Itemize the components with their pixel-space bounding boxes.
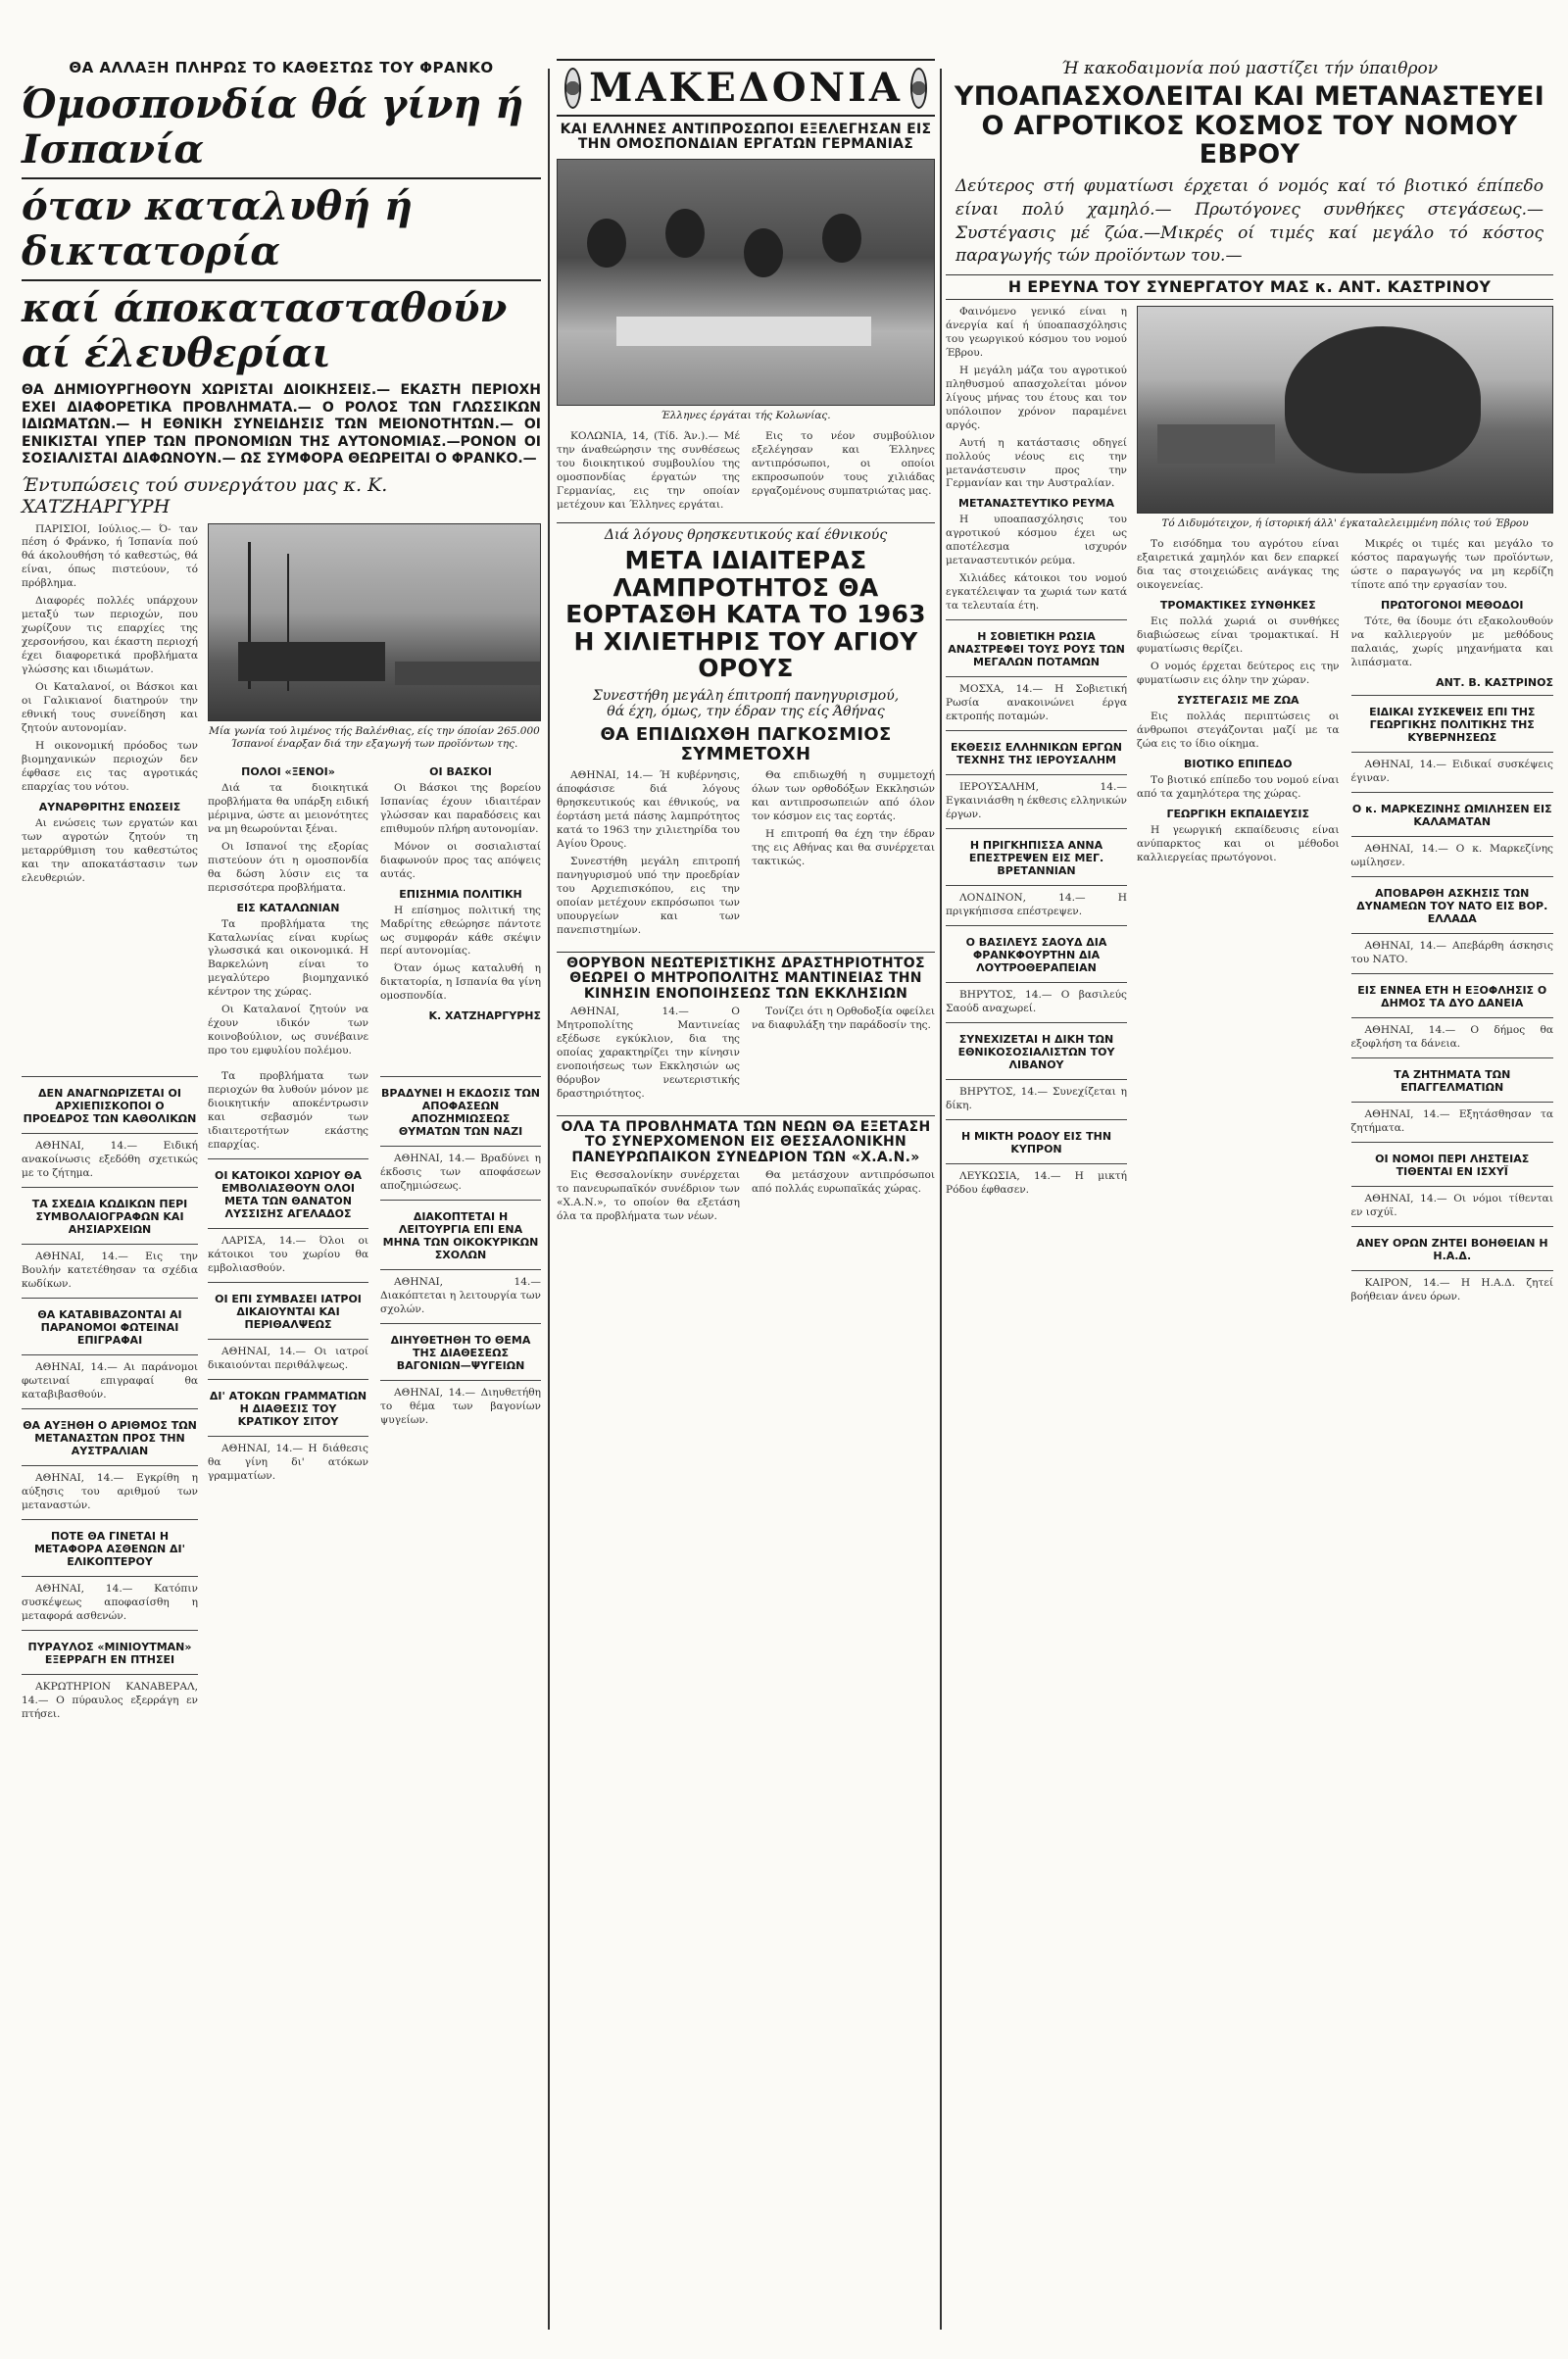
news-item bbox=[208, 1282, 368, 1340]
news-title: ΟΙ ΕΠΙ ΣΥΜΒΑΣΕΙ ΙΑΤΡΟΙ ΔΙΚΑΙΟΥΝΤΑΙ ΚΑΙ ΠΕΡΙΘΑΛΨΕΩΣ bbox=[215, 1292, 362, 1331]
masthead-title: ΜΑΚΕΔΟΝΙΑ bbox=[589, 65, 903, 111]
center-deck-1: Συνεστήθη μεγάλη έπιτροπή πανηγυρισμού, bbox=[592, 687, 900, 704]
article-body bbox=[22, 1140, 198, 1181]
article-body bbox=[557, 1169, 740, 1228]
article-body bbox=[208, 1443, 368, 1484]
news-title: ΑΝΕΥ ΟΡΩΝ ΖΗΤΕΙ ΒΟΗΘΕΙΑΝ Η Η.Α.Δ. bbox=[1355, 1236, 1548, 1262]
article-body bbox=[1137, 711, 1340, 752]
article-paragraph: ΒΗΡΥΤΟΣ, 14.— Ο βασιλεύς Σαούδ αναχωρεί. bbox=[946, 988, 1127, 1014]
left-headline-2: όταν καταλυθή ή δικτατορία bbox=[22, 183, 414, 274]
article-paragraph: Η επιτροπή θα έχη την έδραν της εις Αθήνας και θα συνέρχεται τακτικώς. bbox=[752, 828, 935, 868]
article-body bbox=[946, 781, 1127, 822]
article-body bbox=[752, 1006, 935, 1106]
news-item bbox=[946, 925, 1127, 983]
article-paragraph: ΑΘΗΝΑΙ, 14.— Εγκρίθη η αύξησις του αριθμού των μεταναστών. bbox=[22, 1471, 198, 1511]
article-paragraph: Τα προβλήματα της Καταλωνίας είναι κυρίως γλωσσικά και οικονομικά. Η Βαρκελώνη είναι το μεγαλύτερο βιομηχανικό κέντρον της χώρας. bbox=[208, 917, 368, 999]
article-paragraph: ΑΘΗΝΑΙ, 14.— Βραδύνει η έκδοσις των αποφάσεων αποζημιώσεως. bbox=[380, 1153, 541, 1193]
article-paragraph: Χιλιάδες κάτοικοι του νομού εγκατέλειψαν τα χωριά των κατά τα τελευταία έτη. bbox=[946, 572, 1127, 613]
article-body bbox=[557, 769, 740, 942]
center-kicker: Διά λόγους θρησκευτικούς καί έθνικούς bbox=[557, 522, 935, 543]
article-body bbox=[1137, 824, 1340, 865]
column-divider bbox=[548, 69, 550, 2330]
article-paragraph: Η υποαπασχόλησις του αγροτικού κόσμου έχει ως αποτέλεσμα ισχυρόν μεταναστευτικόν ρεύμα. bbox=[946, 514, 1127, 567]
article-paragraph: ΚΑΙΡΟΝ, 14.— Η Η.Α.Δ. ζητεί βοήθειαν άνευ όρων. bbox=[1350, 1276, 1553, 1302]
news-item bbox=[208, 1158, 368, 1229]
harbor-caption: Μία γωνία τού λιμένος τής Βαλένθιας, είς την όποίαν 265.000 Ίσπανοί έναρξαν διά την εξαγωγή των προϊόντων της. bbox=[209, 724, 540, 751]
news-title: Η ΜΙΚΤΗ ΡΟΔΟΥ ΕΙΣ ΤΗΝ ΚΥΠΡΟΝ bbox=[960, 1129, 1112, 1155]
news-title: ΒΡΑΔΥΝΕΙ Η ΕΚΔΟΣΙΣ ΤΩΝ ΑΠΟΦΑΣΕΩΝ ΑΠΟΖΗΜΙΩΣΕΩΣ ΘΥΜΑΤΩΝ ΤΩΝ ΝΑΖΙ bbox=[380, 1087, 541, 1139]
article-body bbox=[22, 1472, 198, 1513]
news-title: ΣΥΝΕΧΙΖΕΤΑΙ Η ΔΙΚΗ ΤΩΝ ΕΘΝΙΚΟΣΟΣΙΑΛΙΣΤΩΝ ΤΟΥ ΛΙΒΑΝΟΥ bbox=[957, 1032, 1115, 1071]
didymoteicho-photo bbox=[1137, 306, 1553, 514]
news-title: ΔΙ' ΑΤΟΚΩΝ ΓΡΑΜΜΑΤΙΩΝ Η ΔΙΑΘΕΣΙΣ ΤΟΥ ΚΡΑΤΙΚΟΥ ΣΙΤΟΥ bbox=[209, 1389, 368, 1428]
article-paragraph: ΙΕΡΟΥΣΑΛΗΜ, 14.— Εγκαινιάσθη η έκθεσις ελληνικών έργων. bbox=[946, 781, 1127, 821]
news-title: ΟΙ ΚΑΤΟΙΚΟΙ ΧΩΡΙΟΥ ΘΑ ΕΜΒΟΛΙΑΣΘΟΥΝ ΟΛΟΙ ΜΕΤΑ ΤΩΝ ΘΑΝΑΤΟΝ ΛΥΣΣΙΣΗΣ ΑΓΕΛΑΔΟΣ bbox=[214, 1169, 363, 1221]
article-body bbox=[380, 905, 541, 1005]
article-body bbox=[946, 1170, 1127, 1198]
news-item bbox=[1351, 1057, 1554, 1103]
article-paragraph: ΑΘΗΝΑΙ, 14.— Ο δήμος θα εξοφλήση τα δάνεια. bbox=[1350, 1024, 1553, 1051]
news-title: ΔΙΗΥΘΕΤΗΘΗ ΤΟ ΘΕΜΑ ΤΗΣ ΔΙΑΘΕΣΕΩΣ ΒΑΓΟΝΙΩΝ—ΨΥΓΕΙΩΝ bbox=[390, 1334, 531, 1373]
news-item bbox=[946, 1022, 1127, 1080]
article-body bbox=[380, 1387, 541, 1428]
center-athens-dateline: ΑΘΗΝΑΙ, 14.— Ή κυβέρνησις, άποφάσισε διά λόγους θρησκευτικούς και έθνικούς, να έορτάση μετά πάσης λαμπρότητος κατά το 1963 την χιλιετηρίδα του Αγίου Όρους. bbox=[557, 769, 740, 851]
article-paragraph: ΑΘΗΝΑΙ, 14.— Ειδική ανακοίνωσις εξεδόθη σχετικώς με το ζήτημα. bbox=[22, 1140, 198, 1180]
news-title: ΔΕΝ ΑΝΑΓΝΩΡΙΖΕΤΑΙ ΟΙ ΑΡΧΙΕΠΙΣΚΟΠΟΙ Ο ΠΡΟΕΔΡΟΣ ΤΩΝ ΚΑΘΟΛΙΚΩΝ bbox=[23, 1087, 197, 1126]
article-body bbox=[752, 769, 935, 942]
article-paragraph: Οι Καταλανοί ζητούν να έχουν ιδικόν των κοινοβούλιον, ως συνέβαινε προ του εμφυλίου πολέμου. bbox=[208, 1004, 368, 1057]
article-body bbox=[1351, 940, 1554, 967]
right-headline: ΥΠΟΑΠΑΣΧΟΛΕΙΤΑΙ ΚΑΙ ΜΕΤΑΝΑΣΤΕΥΕΙ Ο ΑΓΡΟΤΙΚΟΣ ΚΟΣΜΟΣ ΤΟΥ ΝΟΜΟΥ ΕΒΡΟΥ bbox=[954, 81, 1545, 171]
article-paragraph: Μόνον οι σοσιαλισταί διαφωνούν προς τας απόψεις αυτάς. bbox=[380, 840, 541, 880]
article-body bbox=[380, 1276, 541, 1317]
article-paragraph: Θα επιδιωχθή η συμμετοχή όλων των ορθοδόξων Εκκλησιών και αντιπροσωπειών από όλον τον κόσμον εις τας εορτάς. bbox=[752, 769, 935, 823]
article-body bbox=[557, 430, 740, 516]
emblem-icon bbox=[564, 68, 581, 109]
article-paragraph: Εις πολλάς περιπτώσεις οι άνθρωποι στεγάζονται μαζί με τα ζώα εις το ίδιο οίκημα. bbox=[1137, 711, 1340, 751]
article-paragraph: ΛΟΝΔΙΝΟΝ, 14.— Η πριγκήπισσα επέστρεψεν. bbox=[946, 892, 1127, 917]
harbor-photo bbox=[208, 523, 541, 721]
center-top-headline: ΚΑΙ ΕΛΛΗΝΕΣ ΑΝΤΙΠΡΟΣΩΠΟΙ ΕΞΕΛΕΓΗΣΑΝ ΕΙΣ ΤΗΝ ΟΜΟΣΠΟΝΔΙΑΝ ΕΡΓΑΤΩΝ ΓΕΡΜΑΝΙΑΣ bbox=[560, 122, 932, 153]
article-paragraph: ΛΑΡΙΣΑ, 14.— Όλοι οι κάτοικοι του χωρίου θα εμβολιασθούν. bbox=[208, 1235, 368, 1274]
article-body bbox=[1137, 538, 1340, 593]
center-dateline: ΚΟΛΩΝΙΑ, 14, (Τίδ. Άν.).— Μέ την άναθεώρησιν της συνθέσεως του διοικητικού συμβουλίου της ομοσπονδίας έργατών της Γερμανίας, εις την οποίαν μετέχουν και Έλληνες εργάται. bbox=[557, 430, 740, 512]
article-body bbox=[752, 1169, 935, 1228]
news-title: ΘΑ ΚΑΤΑΒΙΒΑΖΟΝΤΑΙ ΑΙ ΠΑΡΑΝΟΜΟΙ ΦΩΤΕΙΝΑΙ ΕΠΙΓΡΑΦΑΙ bbox=[37, 1308, 182, 1348]
article-paragraph: ΑΚΡΩΤΗΡΙΟΝ ΚΑΝΑΒΕΡΑΛ, 14.— Ο πύραυλος εξερράγη εν πτήσει. bbox=[22, 1680, 198, 1720]
article-body bbox=[22, 1681, 198, 1722]
news-item bbox=[946, 1119, 1127, 1164]
left-deck: ΘΑ ΔΗΜΙΟΥΡΓΗΘΟΥΝ ΧΩΡΙΣΤΑΙ ΔΙΟΙΚΗΣΕΙΣ.— ΕΚΑΣΤΗ ΠΕΡΙΟΧΗ ΕΧΕΙ ΔΙΑΦΟΡΕΤΙΚΑ ΠΡΟΒΛΗΜΑΤΑ.— Ο ΡΟΛΟΣ ΤΩΝ ΓΛΩΣΣΙΚΩΝ ΙΔΙΩΜΑΤΩΝ.— Η ΕΘΝΙΚΗ ΣΥΝΕΙΔΗΣΙΣ ΤΩΝ ΜΕΙΟΝΟΤΗΤΩΝ.— ΟΙ ΕΝΙΚΙΣΤΑΙ ΥΠΕΡ ΤΩΝ ΠΡΟΝΟΜΙΩΝ ΤΗΣ ΑΥΤΟΝΟΜΙΑΣ.—ΡΟΝΟΝ ΟΙ ΣΟΣΙΑΛΙΣΤΑΙ ΔΙΑΦΩΝΟΥΝ.— ΩΣ ΣΥΜΦΟΡΑ ΘΕΩΡΕΙΤΑΙ Ο ΦΡΑΝΚΟ.— bbox=[22, 382, 541, 467]
article-paragraph: ΑΘΗΝΑΙ, 14.— Οι ιατροί δικαιούνται περιθάλψεως. bbox=[208, 1345, 368, 1371]
article-paragraph: Εις το νέον συμβούλιον εξελέγησαν και Έλληνες αντιπρόσωποι, οι οποίοι εκπροσωπούν τους χιλιάδας εργαζομένους συμπατριώτας μας. bbox=[752, 430, 935, 498]
section-heading: ΣΥΣΤΕΓΑΣΙΣ ΜΕ ΖΩΑ bbox=[1176, 694, 1299, 708]
article-body bbox=[22, 523, 198, 795]
article-body bbox=[946, 989, 1127, 1016]
workers-photo bbox=[557, 159, 935, 406]
news-item bbox=[22, 1187, 198, 1245]
article-paragraph: ΑΘΗΝΑΙ, 14.— Οι νόμοι τίθενται εν ισχύϊ. bbox=[1350, 1192, 1553, 1218]
article-paragraph: ΛΕΥΚΩΣΙΑ, 14.— Η μικτή Ρόδου έφθασεν. bbox=[946, 1169, 1127, 1196]
workers-caption: Έλληνες έργάται τής Κολωνίας. bbox=[661, 409, 831, 421]
center-headline-2: ΘΑ ΕΠΙΔΙΩΧΘΗ ΠΑΓΚΟΣΜΙΟΣ ΣΥΜΜΕΤΟΧΗ bbox=[600, 723, 892, 764]
right-signature: ΑΝΤ. Β. ΚΑΣΤΡΙΝΟΣ bbox=[1436, 676, 1553, 690]
article-body bbox=[22, 1583, 198, 1624]
section-heading: ΟΙ ΒΑΣΚΟΙ bbox=[429, 764, 492, 778]
article-body bbox=[22, 1361, 198, 1402]
article-paragraph: Το βιοτικό επίπεδο του νομού είναι από τα χαμηλότερα της χώρας. bbox=[1137, 774, 1340, 801]
right-kicker: Ή κακοδαιμονία πού μαστίζει τήν ύπαιθρον bbox=[1060, 59, 1439, 78]
article-body bbox=[1351, 1024, 1554, 1052]
article-paragraph: ΑΘΗΝΑΙ, 14.— Απεβάρθη άσκησις του ΝΑΤΟ. bbox=[1350, 940, 1553, 966]
news-item bbox=[946, 619, 1127, 677]
news-item bbox=[1351, 1226, 1554, 1271]
article-paragraph: Η γεωργική εκπαίδευσις είναι ανύπαρκτος και οι μέθοδοι καλλιεργείας πρωτόγονοι. bbox=[1137, 824, 1340, 863]
article-paragraph: ΑΘΗΝΑΙ, 14.— Εις την Βουλήν κατετέθησαν τα σχέδια κωδίκων. bbox=[22, 1251, 198, 1291]
divider bbox=[22, 177, 541, 179]
section-heading: ΕΠΙΣΗΜΙΑ ΠΟΛΙΤΙΚΗ bbox=[399, 887, 522, 901]
news-title: Ο ΒΑΣΙΛΕΥΣ ΣΑΟΥΔ ΔΙΑ ΦΡΑΝΚΦΟΥΡΤΗΝ ΔΙΑ ΛΟΥΤΡΟΘΕΡΑΠΕΙΑΝ bbox=[965, 935, 1107, 974]
article-body bbox=[208, 1070, 368, 1153]
masthead bbox=[557, 59, 935, 117]
news-title: ΤΑ ΣΧΕΔΙΑ ΚΩΔΙΚΩΝ ΠΕΡΙ ΣΥΜΒΟΛΑΙΟΓΡΑΦΩΝ ΚΑΙ ΑΗΣΙΑΡΧΕΙΩΝ bbox=[31, 1198, 188, 1237]
article-paragraph: ΑΘΗΝΑΙ, 14.— Η διάθεσις θα γίνη δι' ατόκων γραμματίων. bbox=[208, 1442, 368, 1482]
article-paragraph: Η επίσημος πολιτική της Μαδρίτης εθεώρησε πάντοτε ως συμφοράν κάθε σκέψιν περί αυτονομίας. bbox=[380, 904, 541, 958]
center-thorybos-headline: ΘΟΡΥΒΟΝ ΝΕΩΤΕΡΙΣΤΙΚΗΣ ΔΡΑΣΤΗΡΙΟΤΗΤΟΣ ΘΕΩΡΕΙ Ο ΜΗΤΡΟΠΟΛΙΤΗΣ ΜΑΝΤΙΝΕΙΑΣ ΤΗΝ ΚΙΝΗΣΙΝ ΕΝΟΠΟΙΗΣΕΩΣ ΤΩΝ ΕΚΚΛΗΣΙΩΝ bbox=[557, 952, 935, 1002]
emblem-icon bbox=[910, 68, 927, 109]
article-paragraph: Τότε, θα ίδουμε ότι εξακολουθούν να καλλιεργούν με μεθόδους παλαιάς, χωρίς μηχανήματα και λιπάσματα. bbox=[1350, 615, 1553, 669]
news-title: ΘΑ ΑΥΞΗΘΗ Ο ΑΡΙΘΜΟΣ ΤΩΝ ΜΕΤΑΝΑΣΤΩΝ ΠΡΟΣ ΤΗΝ ΑΥΣΤΡΑΛΙΑΝ bbox=[23, 1418, 197, 1457]
article-paragraph: Τα προβλήματα των περιοχών θα λυθούν μόνον με διοικητικήν αποκέντρωσιν και σεβασμόν των ιδιαιτεροτήτων εκάστης επαρχίας. bbox=[208, 1070, 368, 1152]
news-item bbox=[22, 1630, 198, 1675]
article-body bbox=[380, 782, 541, 882]
article-paragraph: Οι Βάσκοι της βορείου Ισπανίας έχουν ιδιαιτέραν γλώσσαν και παραδόσεις και επιθυμούν πλήρη αυτονομίαν. bbox=[380, 781, 541, 835]
article-body bbox=[208, 1235, 368, 1276]
right-byline: Η ΕΡΕΥΝΑ ΤΟΥ ΣΥΝΕΡΓΑΤΟΥ ΜΑΣ κ. ΑΝΤ. ΚΑΣΤΡΙΝΟΥ bbox=[946, 274, 1553, 300]
news-title: ΟΙ ΝΟΜΟΙ ΠΕΡΙ ΛΗΣΤΕΙΑΣ ΤΙΘΕΝΤΑΙ ΕΝ ΙΣΧΥΪ bbox=[1375, 1152, 1530, 1178]
news-item bbox=[380, 1323, 541, 1381]
article-paragraph: ΑΘΗΝΑΙ, 14.— Ειδικαί συσκέψεις έγιναν. bbox=[1350, 759, 1553, 785]
article-body bbox=[22, 817, 198, 886]
section-heading: ΠΟΛΟΙ «ΞΕΝΟΙ» bbox=[241, 764, 335, 778]
news-item bbox=[1351, 695, 1554, 753]
didymoteicho-caption: Τό Διδυμότειχον, ή ίστορική άλλ' έγκαταλελειμμένη πόλις τού Έβρου bbox=[1161, 516, 1529, 529]
news-title: ΤΑ ΖΗΤΗΜΑΤΑ ΤΩΝ ΕΠΑΓΓΕΛΜΑΤΙΩΝ bbox=[1394, 1067, 1511, 1094]
news-item bbox=[208, 1379, 368, 1437]
section-heading: ΓΕΩΡΓΙΚΗ ΕΚΠΑΙΔΕΥΣΙΣ bbox=[1166, 808, 1310, 821]
article-body bbox=[1351, 843, 1554, 870]
article-paragraph: Μικρές οι τιμές και μεγάλο το κόστος παραγωγής των προϊόντων, ώστε ο παραγωγός να μη κερδίζη τίποτε από την εργασίαν του. bbox=[1350, 538, 1553, 592]
article-paragraph: Εις πολλά χωριά οι συνθήκες διαβιώσεως είναι τρομακτικαί. Η φυματίωσις θερίζει. bbox=[1137, 615, 1340, 656]
article-paragraph: Συνεστήθη μεγάλη επιτροπή πανηγυρισμού υπό την προεδρίαν του Αρχιεπισκόπου, εις την οποίαν μετέχουν εκπρόσωποι των υπουργείων και των πανεπιστημίων. bbox=[557, 856, 740, 936]
news-title: Η ΠΡΙΓΚΗΠΙΣΣΑ ΑΝΝΑ ΕΠΕΣΤΡΕΨΕΝ ΕΙΣ ΜΕΓ. ΒΡΕΤΑΝΝΙΑΝ bbox=[968, 839, 1104, 878]
news-title: Η ΣΟΒΙΕΤΙΚΗ ΡΩΣΙΑ ΑΝΑΣΤΡΕΦΕΙ ΤΟΥΣ ΡΟΥΣ ΤΩΝ ΜΕΓΑΛΩΝ ΠΟΤΑΜΩΝ bbox=[948, 630, 1125, 669]
news-item bbox=[1351, 973, 1554, 1018]
article-body bbox=[22, 1251, 198, 1292]
left-dateline: ΠΑΡΙΣΙΟΙ, Ιούλιος.— Ό- ταν πέση ό Φράνκο, ή Ίσπανία πού θά άκολουθήση τό καθεστώς, θά είναι, όπως πιστεύουν, τό πρόβλημα. bbox=[22, 522, 198, 590]
news-item bbox=[22, 1519, 198, 1577]
news-title: ΑΠΟΒΑΡΘΗ ΑΣΚΗΣΙΣ ΤΩΝ ΔΥΝΑΜΕΩΝ ΤΟΥ ΝΑΤΟ ΕΙΣ ΒΟΡ. ΕΛΛΑΔΑ bbox=[1356, 887, 1548, 926]
news-title: ΠΟΤΕ ΘΑ ΓΙΝΕΤΑΙ Η ΜΕΤΑΦΟΡΑ ΑΣΘΕΝΩΝ ΔΙ' ΕΛΙΚΟΠΤΕΡΟΥ bbox=[33, 1529, 186, 1568]
article-body bbox=[1137, 615, 1340, 688]
news-item bbox=[1351, 876, 1554, 934]
article-paragraph: ΑΘΗΝΑΙ, 14.— Κατόπιν συσκέψεως αποφασίσθη η μεταφορά ασθενών. bbox=[22, 1582, 198, 1622]
article-paragraph: Η οικονομική πρόοδος των βιομηχανικών περιοχών δεν έφθασε εις τας αγροτικάς επαρχίας του νότου. bbox=[22, 740, 198, 793]
article-paragraph: Όταν όμως καταλυθή η δικτατορία, η Ισπανία θα γίνη ομοσπονδία. bbox=[380, 962, 541, 1003]
news-item bbox=[380, 1076, 541, 1147]
article-paragraph: Αυτή η κατάστασις οδηγεί πολλούς νέους εις την μετανάστευσιν προς την Γερμανίαν και την Αυστραλίαν. bbox=[946, 436, 1127, 490]
article-paragraph: ΑΘΗΝΑΙ, 14.— Αι παράνομοι φωτειναί επιγραφαί θα καταβιβασθούν. bbox=[22, 1361, 198, 1401]
news-item bbox=[22, 1408, 198, 1466]
center-neoi-headline: ΟΛΑ ΤΑ ΠΡΟΒΛΗΜΑΤΑ ΤΩΝ ΝΕΩΝ ΘΑ ΕΞΕΤΑΣΗ ΤΟ ΣΥΝΕΡΧΟΜΕΝΟΝ ΕΙΣ ΘΕΣΣΑΛΟΝΙΚΗΝ ΠΑΝΕΥΡΩΠΑΙΚΟΝ ΣΥΝΕΔΡΙΟΝ ΤΩΝ «Χ.Α.Ν.» bbox=[557, 1115, 935, 1165]
article-paragraph: ΑΘΗΝΑΙ, 14.— Εξητάσθησαν τα ζητήματα. bbox=[1350, 1107, 1553, 1134]
news-title: ΔΙΑΚΟΠΤΕΤΑΙ Η ΛΕΙΤΟΥΡΓΙΑ ΕΠΙ ΕΝΑ ΜΗΝΑ ΤΩΝ ΟΙΚΟΚΥΡΙΚΩΝ ΣΧΟΛΩΝ bbox=[382, 1210, 539, 1262]
section-heading: ΕΙΣ ΚΑΤΑΛΩΝΙΑΝ bbox=[236, 901, 340, 914]
section-heading-emigrant: ΑΥΝΑΡΘΡΙΤΗΣ ΕΝΩΣΕΙΣ bbox=[38, 800, 181, 813]
left-byline: Έντυπώσεις τού συνεργάτου μας κ. Κ. ΧΑΤΖΗΑΡΓΥΡΗ bbox=[22, 473, 388, 517]
article-body bbox=[946, 1086, 1127, 1113]
article-body bbox=[946, 683, 1127, 724]
news-item bbox=[380, 1200, 541, 1270]
article-body bbox=[1351, 1108, 1554, 1136]
article-body bbox=[946, 306, 1127, 492]
article-paragraph: Το εισόδημα του αγρότου είναι εξαιρετικά χαμηλόν και δεν επαρκεί δια τας στοιχειώδεις ανάγκας της οικογενείας. bbox=[1137, 538, 1340, 592]
article-body bbox=[208, 782, 368, 896]
left-headline-3: καί άποκατασταθούν αί έλευθερίαι bbox=[22, 285, 508, 376]
article-paragraph: Αι ενώσεις των εργατών και των αγροτών ζητούν τη μεταρρύθμιση του καθεστώτος και την αποκατάστασιν των ελευθεριών. bbox=[22, 816, 198, 884]
section-heading: ΤΡΟΜΑΚΤΙΚΕΣ ΣΥΝΘΗΚΕΣ bbox=[1159, 599, 1316, 613]
article-body bbox=[1351, 759, 1554, 786]
news-title: ΕΙΣ ΕΝΝΕΑ ΕΤΗ Η ΕΞΟΦΛΗΣΙΣ Ο ΔΗΜΟΣ ΤΑ ΔΥΟ ΔΑΝΕΙΑ bbox=[1357, 984, 1547, 1010]
article-paragraph: Φαινόμενο γενικό είναι η άνεργία καί ή ύποαπασχόλησις του γεωργικού κόσμου του νομού Έβρου. bbox=[946, 305, 1127, 359]
article-paragraph: Η μεγάλη μάζα του αγροτικού πληθυσμού απασχολείται μόνον λίγους μήνας του έτους και τον υπόλοιπον χρόνον παραμένει αργός. bbox=[946, 364, 1127, 431]
article-paragraph: ΑΘΗΝΑΙ, 14.— Διακόπτεται η λειτουργία των σχολών. bbox=[380, 1276, 541, 1316]
section-heading: ΠΡΩΤΟΓΟΝΟΙ ΜΕΘΟΔΟΙ bbox=[1381, 599, 1524, 613]
divider bbox=[22, 279, 541, 281]
article-paragraph: Οι Καταλανοί, οι Βάσκοι και οι Γαλικιανοί διατηρούν την εθνική τους συνείδηση και ζητούν αυτονομίαν. bbox=[22, 681, 198, 735]
article-body bbox=[752, 430, 935, 516]
article-body bbox=[1351, 1277, 1554, 1304]
column-divider bbox=[940, 69, 942, 2330]
news-title: Ο κ. ΜΑΡΚΕΖΙΝΗΣ ΩΜΙΛΗΣΕΝ ΕΙΣ ΚΑΛΑΜΑΤΑΝ bbox=[1351, 803, 1552, 829]
left-kicker: ΘΑ ΑΛΛΑΞΗ ΠΛΗΡΩΣ ΤΟ ΚΑΘΕΣΤΩΣ ΤΟΥ ΦΡΑΝΚΟ bbox=[69, 59, 494, 76]
news-item bbox=[1351, 792, 1554, 837]
news-item bbox=[1351, 1142, 1554, 1187]
left-column bbox=[22, 59, 541, 2339]
article-body bbox=[1351, 1193, 1554, 1220]
center-column bbox=[557, 59, 935, 2339]
center-deck-2: θά έχη, όμως, την έδραν της είς Άθήνας bbox=[607, 703, 885, 719]
article-body bbox=[946, 892, 1127, 919]
news-title: ΠΥΡΑΥΛΟΣ «ΜΙΝΙΟΥΤΜΑΝ» ΕΞΕΡΡΑΓΗ ΕΝ ΠΤΗΣΕΙ bbox=[27, 1640, 192, 1666]
article-paragraph: Διά τα διοικητικά προβλήματα θα υπάρξη ειδική μέριμνα, ώστε αι μειονότητες να μη θεωρούνται ξέναι. bbox=[208, 781, 368, 835]
section-heading: ΒΙΟΤΙΚΟ ΕΠΙΠΕΔΟ bbox=[1183, 758, 1293, 771]
article-paragraph: Οι Ισπανοί της εξορίας πιστεύουν ότι η ομοσπονδία θα δώση λύσιν εις τα περισσότερα προβλήματα. bbox=[208, 840, 368, 894]
news-item bbox=[946, 730, 1127, 775]
article-paragraph: ΒΗΡΥΤΟΣ, 14.— Συνεχίζεται η δίκη. bbox=[946, 1085, 1127, 1111]
section-heading: ΜΕΤΑΝΑΣΤΕΥΤΙΚΟ ΡΕΥΜΑ bbox=[958, 497, 1114, 511]
article-paragraph: Εις Θεσσαλονίκην συνέρχεται το πανευρωπαϊκόν συνέδριον των «Χ.Α.Ν.», το οποίον θα εξετάση όλα τα προβλήματα των νέων. bbox=[557, 1169, 740, 1222]
article-body bbox=[946, 514, 1127, 614]
right-column bbox=[946, 59, 1553, 2339]
article-body bbox=[557, 1006, 740, 1106]
article-body bbox=[208, 918, 368, 1059]
article-paragraph: ΑΘΗΝΑΙ, 14.— Ο Μητροπολίτης Μαντινείας εξέδωσε εγκύκλιον, δια της οποίας χαρακτηρίζει την κίνησιν ενοποιήσεως των Εκκλησιών ως θόρυβον νεωτεριστικής δραστηριότητος. bbox=[557, 1006, 740, 1100]
left-signature: Κ. ΧΑΤΖΗΑΡΓΥΡΗΣ bbox=[428, 1009, 541, 1023]
right-deck: Δεύτερος στή φυματίωσι έρχεται ό νομός καί τό βιοτικό έπίπεδο είναι πολύ χαμηλό.— Πρωτόγονες συνθήκες στεγάσεως.— Συστέγασις μέ ζώα.—Μικρές οί τιμές καί μεγάλο τό κόστος παραγωγής τών προϊόντων του.— bbox=[956, 176, 1544, 267]
article-paragraph: Τονίζει ότι η Ορθοδοξία οφείλει να διαφυλάξη την παράδοσίν της. bbox=[752, 1006, 935, 1032]
article-paragraph: Θα μετάσχουν αντιπρόσωποι από πολλάς ευρωπαϊκάς χώρας. bbox=[752, 1169, 935, 1196]
article-body bbox=[1351, 615, 1554, 670]
article-body bbox=[380, 1153, 541, 1194]
news-title: ΕΚΘΕΣΙΣ ΕΛΛΗΝΙΚΩΝ ΕΡΓΩΝ ΤΕΧΝΗΣ ΤΗΣ ΙΕΡΟΥΣΑΛΗΜ bbox=[951, 741, 1122, 767]
article-body bbox=[208, 1346, 368, 1373]
article-paragraph: Διαφορές πολλές υπάρχουν μεταξύ των περιοχών, που χωρίζουν τις επαρχίες της χερσονήσου, και έκαστη περιοχή έχει διαφορετικά προβλήματα γλώσσης και ιδιωμάτων. bbox=[22, 595, 198, 676]
article-body bbox=[1351, 538, 1554, 593]
news-item bbox=[22, 1298, 198, 1355]
article-paragraph: ΜΟΣΧΑ, 14.— Η Σοβιετική Ρωσία ανακοινώνει έργα εκτροπής ποταμών. bbox=[946, 683, 1127, 723]
article-body bbox=[1137, 774, 1340, 802]
news-title: ΕΙΔΙΚΑΙ ΣΥΣΚΕΨΕΙΣ ΕΠΙ ΤΗΣ ΓΕΩΡΓΙΚΗΣ ΠΟΛΙΤΙΚΗΣ ΤΗΣ ΚΥΒΕΡΝΗΣΕΩΣ bbox=[1369, 706, 1536, 745]
article-paragraph: ΑΘΗΝΑΙ, 14.— Ο κ. Μαρκεζίνης ωμίλησεν. bbox=[1350, 843, 1553, 869]
center-main-headline: ΜΕΤΑ ΙΔΙΑΙΤΕΡΑΣ ΛΑΜΠΡΟΤΗΤΟΣ ΘΑ ΕΟΡΤΑΣΘΗ ΚΑΤΑ ΤΟ 1963 Η ΧΙΛΙΕΤΗΡΙΣ ΤΟΥ ΑΓΙΟΥ ΟΡΟΥΣ bbox=[565, 546, 926, 683]
news-item bbox=[22, 1076, 198, 1134]
left-headline-1: Όμοσπονδία θά γίνη ή Ισπανία bbox=[22, 81, 524, 172]
news-item bbox=[946, 828, 1127, 886]
article-paragraph: Ο νομός έρχεται δεύτερος εις την φυματίωσιν εις όλην την χώραν. bbox=[1137, 661, 1340, 687]
article-paragraph: ΑΘΗΝΑΙ, 14.— Διηυθετήθη το θέμα των βαγονίων ψυγείων. bbox=[380, 1387, 541, 1426]
